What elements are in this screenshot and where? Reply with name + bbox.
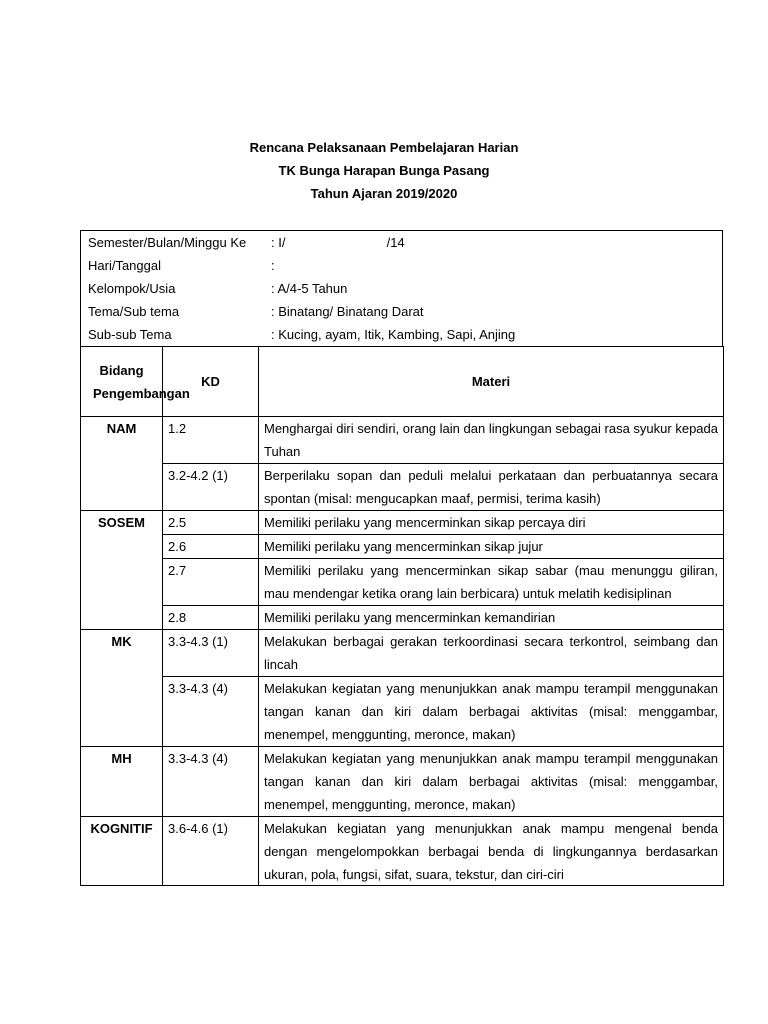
- info-label: Tema/Sub tema: [88, 304, 180, 319]
- info-value: : Kucing, ayam, Itik, Kambing, Sapi, Anjing: [271, 327, 516, 342]
- bidang-cell-mk: MK: [81, 630, 163, 747]
- header-materi: Materi: [259, 347, 724, 417]
- info-label: Semester/Bulan/Minggu Ke: [88, 235, 247, 250]
- kd-cell: 2.5: [163, 511, 259, 535]
- school-name: TK Bunga Harapan Bunga Pasang: [278, 163, 490, 178]
- materi-cell: Memiliki perilaku yang mencerminkan sikap jujur: [259, 535, 724, 559]
- info-label: Hari/Tanggal: [88, 258, 161, 273]
- materi-cell: Memiliki perilaku yang mencerminkan kemandirian: [259, 606, 724, 630]
- info-row-subsub-tema: [81, 325, 722, 348]
- table-row: [81, 559, 724, 606]
- info-row-semester: [81, 233, 722, 256]
- table-row: [81, 630, 724, 677]
- table-row: [81, 535, 724, 559]
- bidang-cell-kognitif: KOGNITIF: [81, 817, 163, 886]
- kd-cell: 2.6: [163, 535, 259, 559]
- bidang-cell-nam: NAM: [81, 417, 163, 511]
- document-header: [0, 136, 768, 205]
- info-value: :: [271, 258, 275, 273]
- materi-cell: Memiliki perilaku yang mencerminkan sikap sabar (mau menunggu giliran, mau mendengar ketika orang lain berbicara) untuk melatih kedisiplinan: [259, 559, 724, 606]
- header-bidang: Bidang Pengembangan: [81, 347, 163, 417]
- document-title: Rencana Pelaksanaan Pembelajaran Harian: [249, 140, 519, 155]
- materi-cell: Melakukan kegiatan yang menunjukkan anak mampu terampil menggunakan tangan kanan dan kiri dalam berbagai aktivitas (misal: menggambar, menempel, menggunting, meronce, makan): [259, 677, 724, 747]
- table-row: [81, 417, 724, 464]
- kd-cell: 3.3-4.3 (4): [163, 747, 259, 817]
- bidang-cell-mh: MH: [81, 747, 163, 817]
- table-row: [81, 511, 724, 535]
- info-label: Sub-sub Tema: [88, 327, 172, 342]
- materi-cell: Menghargai diri sendiri, orang lain dan lingkungan sebagai rasa syukur kepada Tuhan: [259, 417, 724, 464]
- materi-cell-kognitif: [259, 817, 724, 886]
- header-kd: KD: [163, 347, 259, 417]
- materi-cell: Memiliki perilaku yang mencerminkan sikap percaya diri: [259, 511, 724, 535]
- materi-cell: Melakukan berbagai gerakan terkoordinasi secara terkontrol, seimbang dan lincah: [259, 630, 724, 677]
- info-value: : A/4-5 Tahun: [271, 281, 348, 296]
- rpph-table: [80, 346, 724, 886]
- table-row: [81, 464, 724, 511]
- materi-cell: Berperilaku sopan dan peduli melalui perkataan dan perbuatannya secara spontan (misal: mengucapkan maaf, permisi, terima kasih): [259, 464, 724, 511]
- info-box: [80, 230, 723, 346]
- table-row: [81, 817, 724, 886]
- kd-cell: 3.2-4.2 (1): [163, 464, 259, 511]
- info-row-tema: [81, 302, 722, 325]
- table-row: [81, 677, 724, 747]
- kd-cell: 2.8: [163, 606, 259, 630]
- table-header-row: [81, 347, 724, 417]
- kd-cell: 2.7: [163, 559, 259, 606]
- info-row-hari: [81, 256, 722, 279]
- kd-cell: 3.3-4.3 (4): [163, 677, 259, 747]
- materi-cell: Melakukan kegiatan yang menunjukkan anak mampu terampil menggunakan tangan kanan dan kiri dalam berbagai aktivitas (misal: menggambar, menempel, menggunting, meronce, makan): [259, 747, 724, 817]
- table-row: [81, 606, 724, 630]
- materi-text: Melakukan kegiatan yang menunjukkan anak mampu mengenal benda dengan mengelompokkan berbagai benda di lingkungannya berdasarkan ukuran, pola, fungsi, sifat, suara, tekstur, dan ciri-ciri: [264, 821, 718, 882]
- info-row-kelompok: [81, 279, 722, 302]
- bidang-cell-sosem: SOSEM: [81, 511, 163, 630]
- info-value: : I/ /14: [271, 235, 405, 250]
- table-row: [81, 747, 724, 817]
- info-label: Kelompok/Usia: [88, 281, 176, 296]
- academic-year: Tahun Ajaran 2019/2020: [310, 186, 458, 201]
- kd-cell: 3.3-4.3 (1): [163, 630, 259, 677]
- info-value: : Binatang/ Binatang Darat: [271, 304, 424, 319]
- kd-cell: 3.6-4.6 (1): [163, 817, 259, 886]
- kd-cell: 1.2: [163, 417, 259, 464]
